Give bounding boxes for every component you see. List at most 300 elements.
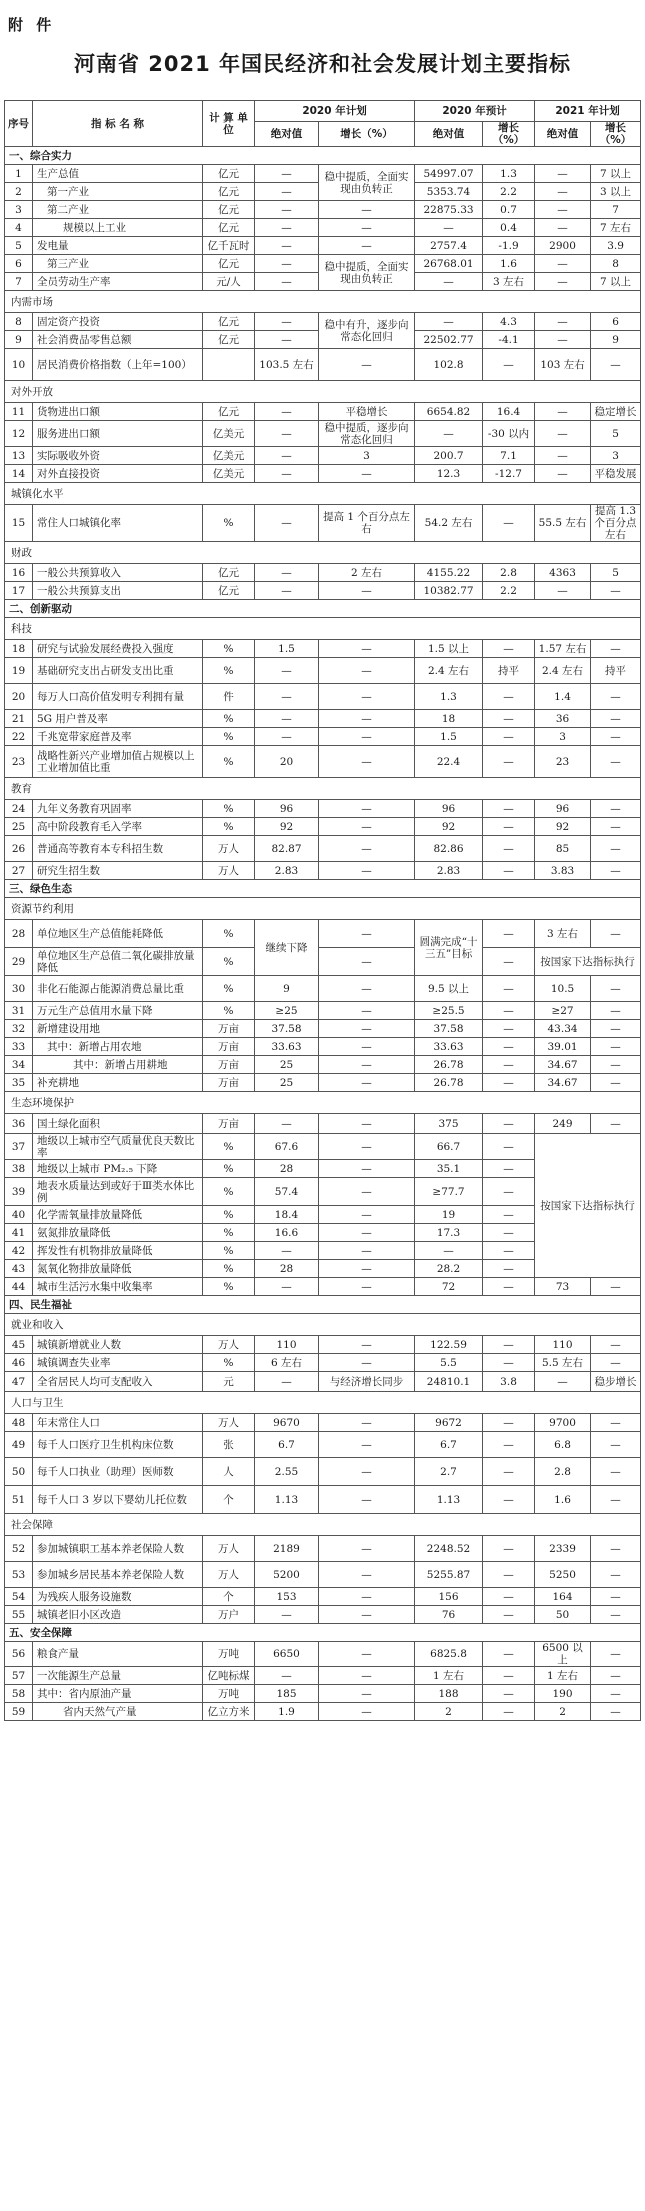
row-abs-2020-plan: — <box>255 684 319 710</box>
table-row <box>5 1114 641 1134</box>
row-abs-2020-est: 17.3 <box>415 1224 483 1242</box>
table-row <box>5 710 641 728</box>
row-growth-2021-plan: — <box>591 1667 641 1685</box>
row-growth-2020-plan: 稳中提质，全面实现由负转正 <box>319 165 415 201</box>
row-abs-2020-est: 188 <box>415 1685 483 1703</box>
row-abs-2021-plan: — <box>535 1372 591 1392</box>
row-growth-2020-plan: — <box>319 1178 415 1206</box>
row-seq: 31 <box>5 1002 33 1020</box>
subsection-heading: 社会保障 <box>5 1514 641 1536</box>
row-seq: 12 <box>5 421 33 447</box>
row-growth-2021-plan: — <box>591 640 641 658</box>
row-unit: 亿元 <box>203 201 255 219</box>
row-growth-2021-plan: 3 以上 <box>591 183 641 201</box>
row-seq: 28 <box>5 920 33 948</box>
row-unit: 张 <box>203 1432 255 1458</box>
row-abs-2020-plan: 9670 <box>255 1414 319 1432</box>
row-abs-2021-plan: 190 <box>535 1685 591 1703</box>
row-growth-2020-plan: — <box>319 684 415 710</box>
row-abs-2020-est: 19 <box>415 1206 483 1224</box>
row-unit: 亿元 <box>203 331 255 349</box>
row-abs-2021-plan: — <box>535 201 591 219</box>
row-abs-2020-est: 1.5 以上 <box>415 640 483 658</box>
row-abs-2021-plan: 1.6 <box>535 1486 591 1514</box>
row-abs-2021-plan: 5.5 左右 <box>535 1354 591 1372</box>
table-row <box>5 1020 641 1038</box>
row-growth-2020-est: -4.1 <box>483 331 535 349</box>
subsection-row <box>5 1314 641 1336</box>
row-indicator-name: 单位地区生产总值二氧化碳排放量降低 <box>33 948 203 976</box>
table-row <box>5 1056 641 1074</box>
row-growth-2020-est: — <box>483 1260 535 1278</box>
row-growth-2021-plan: 提高 1.3 个百分点左右 <box>591 505 641 542</box>
row-abs-2020-est: — <box>415 313 483 331</box>
row-growth-2020-est: 0.4 <box>483 219 535 237</box>
table-row <box>5 237 641 255</box>
row-abs-2020-plan: 18.4 <box>255 1206 319 1224</box>
row-unit: % <box>203 746 255 778</box>
row-abs-2021-plan: — <box>535 421 591 447</box>
row-unit: 亿吨标煤 <box>203 1667 255 1685</box>
row-unit: 元 <box>203 1372 255 1392</box>
row-seq: 14 <box>5 465 33 483</box>
row-seq: 51 <box>5 1486 33 1514</box>
table-row <box>5 1002 641 1020</box>
row-unit: % <box>203 976 255 1002</box>
row-abs-2020-est: 12.3 <box>415 465 483 483</box>
row-growth-2020-est: — <box>483 1056 535 1074</box>
row-growth-2021-plan: — <box>591 1588 641 1606</box>
row-unit: % <box>203 1178 255 1206</box>
section-heading: 三、绿色生态 <box>5 880 641 898</box>
row-abs-2021-plan: 4363 <box>535 564 591 582</box>
header-plan-2020: 2020 年计划 <box>255 101 415 122</box>
row-abs-2020-est: 2.83 <box>415 862 483 880</box>
row-growth-2020-plan: — <box>319 349 415 381</box>
row-abs-2020-est: 102.8 <box>415 349 483 381</box>
row-growth-2021-plan: — <box>591 1642 641 1667</box>
row-seq: 24 <box>5 800 33 818</box>
row-indicator-name: 服务进出口额 <box>33 421 203 447</box>
row-seq: 32 <box>5 1020 33 1038</box>
row-growth-2020-est: — <box>483 746 535 778</box>
row-indicator-name: 城镇新增就业人数 <box>33 1336 203 1354</box>
row-seq: 39 <box>5 1178 33 1206</box>
row-abs-2020-est: 200.7 <box>415 447 483 465</box>
table-row <box>5 1134 641 1160</box>
subsection-row <box>5 542 641 564</box>
row-seq: 8 <box>5 313 33 331</box>
row-abs-2020-plan: 2.83 <box>255 862 319 880</box>
row-abs-2020-plan: — <box>255 183 319 201</box>
row-abs-2021-plan: 23 <box>535 746 591 778</box>
table-row <box>5 1685 641 1703</box>
row-growth-2020-est: — <box>483 1414 535 1432</box>
row-abs-2020-plan: — <box>255 273 319 291</box>
row-abs-2020-plan: — <box>255 710 319 728</box>
row-abs-2020-est: 5255.87 <box>415 1562 483 1588</box>
header-growth: 增长（%） <box>483 122 535 147</box>
row-abs-2020-plan: — <box>255 582 319 600</box>
row-seq: 27 <box>5 862 33 880</box>
table-row <box>5 1562 641 1588</box>
page-title: 河南省 2021 年国民经济和社会发展计划主要指标 <box>73 52 572 76</box>
row-indicator-name: 九年义务教育巩固率 <box>33 800 203 818</box>
row-seq: 40 <box>5 1206 33 1224</box>
row-unit: 人 <box>203 1458 255 1486</box>
row-growth-2020-est: — <box>483 1588 535 1606</box>
row-growth-2020-est: 7.1 <box>483 447 535 465</box>
row-indicator-name: 城市生活污水集中收集率 <box>33 1278 203 1296</box>
row-abs-2020-est: 9.5 以上 <box>415 976 483 1002</box>
row-seq: 58 <box>5 1685 33 1703</box>
row-abs-2020-est: 92 <box>415 818 483 836</box>
header-abs: 绝对值 <box>255 122 319 147</box>
row-seq: 53 <box>5 1562 33 1588</box>
row-indicator-name: 其中：省内原油产量 <box>33 1685 203 1703</box>
row-growth-2020-plan: — <box>319 746 415 778</box>
row-growth-2021-plan: — <box>591 920 641 948</box>
row-abs-2020-plan: 37.58 <box>255 1020 319 1038</box>
row-unit: 万户 <box>203 1606 255 1624</box>
row-abs-2021-plan: 34.67 <box>535 1074 591 1092</box>
row-seq: 44 <box>5 1278 33 1296</box>
row-abs-2020-est: 5.5 <box>415 1354 483 1372</box>
row-abs-2020-plan: 96 <box>255 800 319 818</box>
row-abs-2020-plan: — <box>255 1242 319 1260</box>
row-growth-2020-plan: — <box>319 1667 415 1685</box>
row-seq: 46 <box>5 1354 33 1372</box>
section-row <box>5 1296 641 1314</box>
row-growth-2020-plan: — <box>319 201 415 219</box>
subsection-row <box>5 1514 641 1536</box>
row-unit: 亿元 <box>203 165 255 183</box>
row-growth-2021-plan: 稳步增长 <box>591 1372 641 1392</box>
row-growth-2020-est: — <box>483 1038 535 1056</box>
header-growth: 增长（%） <box>591 122 641 147</box>
row-abs-2021-plan: 34.67 <box>535 1056 591 1074</box>
row-abs-2021-plan: 249 <box>535 1114 591 1134</box>
row-unit: 万吨 <box>203 1642 255 1667</box>
table-row <box>5 1486 641 1514</box>
row-unit: % <box>203 1002 255 1020</box>
table-row <box>5 1458 641 1486</box>
row-seq: 22 <box>5 728 33 746</box>
row-growth-2020-plan: — <box>319 1588 415 1606</box>
row-abs-2021-plan: — <box>535 465 591 483</box>
row-abs-2020-est: 1.3 <box>415 684 483 710</box>
subsection-heading: 人口与卫生 <box>5 1392 641 1414</box>
row-abs-2021-plan: 73 <box>535 1278 591 1296</box>
row-unit: 万人 <box>203 836 255 862</box>
row-abs-2020-plan: — <box>255 1606 319 1624</box>
row-abs-2020-plan: — <box>255 658 319 684</box>
row-abs-2020-est: 22502.77 <box>415 331 483 349</box>
table-row <box>5 1588 641 1606</box>
row-indicator-name: 每千人口医疗卫生机构床位数 <box>33 1432 203 1458</box>
row-growth-2021-plan: — <box>591 1038 641 1056</box>
row-seq: 15 <box>5 505 33 542</box>
row-abs-2020-plan: — <box>255 465 319 483</box>
row-abs-2020-est: 10382.77 <box>415 582 483 600</box>
row-abs-2021-plan: 85 <box>535 836 591 862</box>
row-growth-2021-plan: — <box>591 710 641 728</box>
section-heading: 五、安全保障 <box>5 1624 641 1642</box>
row-indicator-name: 全省居民人均可支配收入 <box>33 1372 203 1392</box>
row-seq: 42 <box>5 1242 33 1260</box>
row-indicator-name: 每万人口高价值发明专利拥有量 <box>33 684 203 710</box>
row-growth-2020-est: — <box>483 349 535 381</box>
table-row <box>5 746 641 778</box>
row-growth-2020-est: — <box>483 1606 535 1624</box>
row-growth-2021-plan: — <box>591 746 641 778</box>
row-indicator-name: 城镇调查失业率 <box>33 1354 203 1372</box>
row-growth-2020-est: 2.2 <box>483 183 535 201</box>
row-indicator-name: 固定资产投资 <box>33 313 203 331</box>
row-abs-2020-est: 35.1 <box>415 1160 483 1178</box>
row-abs-2021-plan: 2.8 <box>535 1458 591 1486</box>
row-unit: 万人 <box>203 1562 255 1588</box>
row-indicator-name: 第一产业 <box>33 183 203 201</box>
row-abs-2020-est: 26768.01 <box>415 255 483 273</box>
row-unit: % <box>203 640 255 658</box>
row-unit: 亿美元 <box>203 447 255 465</box>
subsection-row <box>5 291 641 313</box>
row-unit: % <box>203 710 255 728</box>
row-growth-2020-est: — <box>483 1562 535 1588</box>
row-growth-2020-est: — <box>483 640 535 658</box>
row-growth-2020-plan: 稳中提质，逐步向常态化回归 <box>319 421 415 447</box>
row-abs-2020-plan: — <box>255 447 319 465</box>
table-row <box>5 920 641 948</box>
row-abs-2020-est: 2757.4 <box>415 237 483 255</box>
row-unit: % <box>203 1242 255 1260</box>
row-abs-2020-plan: — <box>255 1372 319 1392</box>
row-abs-2020-plan: — <box>255 403 319 421</box>
row-growth-2021-plan: 7 <box>591 201 641 219</box>
row-indicator-name: 非化石能源占能源消费总量比重 <box>33 976 203 1002</box>
row-seq: 5 <box>5 237 33 255</box>
row-abs-2020-plan: 57.4 <box>255 1178 319 1206</box>
row-growth-2020-plan: — <box>319 1606 415 1624</box>
table-row <box>5 728 641 746</box>
row-growth-2020-est: 3 左右 <box>483 273 535 291</box>
row-unit: 亿美元 <box>203 465 255 483</box>
row-seq: 41 <box>5 1224 33 1242</box>
row-indicator-name: 第三产业 <box>33 255 203 273</box>
row-growth-2020-plan: — <box>319 1160 415 1178</box>
row-seq: 34 <box>5 1056 33 1074</box>
table-row <box>5 465 641 483</box>
row-seq: 25 <box>5 818 33 836</box>
row-abs-2020-est: 54997.07 <box>415 165 483 183</box>
row-unit: % <box>203 505 255 542</box>
row-abs-2020-plan: 153 <box>255 1588 319 1606</box>
row-seq: 33 <box>5 1038 33 1056</box>
row-unit: % <box>203 1354 255 1372</box>
row-unit: % <box>203 1134 255 1160</box>
row-abs-2020-plan: — <box>255 165 319 183</box>
row-unit: 亿元 <box>203 313 255 331</box>
row-growth-2020-est: 16.4 <box>483 403 535 421</box>
row-growth-2020-plan: — <box>319 658 415 684</box>
row-abs-2021-plan: 按国家下达指标执行 <box>535 1134 641 1278</box>
table-row <box>5 403 641 421</box>
row-unit: 亿元 <box>203 403 255 421</box>
row-abs-2020-plan: 2189 <box>255 1536 319 1562</box>
row-growth-2020-est: — <box>483 1206 535 1224</box>
row-growth-2020-plan: — <box>319 640 415 658</box>
row-growth-2021-plan: — <box>591 684 641 710</box>
row-growth-2021-plan: — <box>591 1020 641 1038</box>
table-row <box>5 800 641 818</box>
row-abs-2021-plan: 50 <box>535 1606 591 1624</box>
row-growth-2021-plan: — <box>591 862 641 880</box>
row-growth-2020-est: — <box>483 1002 535 1020</box>
row-seq: 54 <box>5 1588 33 1606</box>
table-row <box>5 564 641 582</box>
row-growth-2021-plan: 6 <box>591 313 641 331</box>
row-abs-2020-plan: 28 <box>255 1160 319 1178</box>
row-abs-2020-est: 54.2 左右 <box>415 505 483 542</box>
row-growth-2021-plan: — <box>591 582 641 600</box>
row-abs-2020-plan: 82.87 <box>255 836 319 862</box>
row-growth-2020-plan: 稳中提质，全面实现由负转正 <box>319 255 415 291</box>
row-indicator-name: 发电量 <box>33 237 203 255</box>
row-growth-2020-plan: — <box>319 836 415 862</box>
row-indicator-name: 一般公共预算收入 <box>33 564 203 582</box>
row-unit: 亿元 <box>203 183 255 201</box>
row-growth-2020-est: — <box>483 1242 535 1260</box>
row-growth-2020-est: — <box>483 1278 535 1296</box>
row-abs-2021-plan: — <box>535 331 591 349</box>
row-abs-2020-est: — <box>415 421 483 447</box>
row-unit: % <box>203 1224 255 1242</box>
row-abs-2020-plan: 6650 <box>255 1642 319 1667</box>
row-indicator-name: 生产总值 <box>33 165 203 183</box>
row-growth-2020-plan: 提高 1 个百分点左右 <box>319 505 415 542</box>
row-growth-2021-plan: — <box>591 1354 641 1372</box>
row-abs-2021-plan: 2900 <box>535 237 591 255</box>
row-abs-2021-plan: 6500 以上 <box>535 1642 591 1667</box>
table-row <box>5 219 641 237</box>
row-indicator-name: 补充耕地 <box>33 1074 203 1092</box>
row-abs-2021-plan: 3 左右 <box>535 920 591 948</box>
row-abs-2020-plan: 6 左右 <box>255 1354 319 1372</box>
row-growth-2020-plan: — <box>319 1002 415 1020</box>
table-row <box>5 421 641 447</box>
row-seq: 3 <box>5 201 33 219</box>
row-growth-2020-plan: 稳中有升，逐步向常态化回归 <box>319 313 415 349</box>
row-growth-2020-plan: 3 <box>319 447 415 465</box>
row-growth-2020-est: 1.3 <box>483 165 535 183</box>
row-seq: 23 <box>5 746 33 778</box>
header-growth: 增长（%） <box>319 122 415 147</box>
row-unit: 件 <box>203 684 255 710</box>
row-growth-2020-plan: — <box>319 710 415 728</box>
row-growth-2021-plan: 3 <box>591 447 641 465</box>
table-row <box>5 1354 641 1372</box>
row-indicator-name: 挥发性有机物排放量降低 <box>33 1242 203 1260</box>
row-growth-2020-plan: 平稳增长 <box>319 403 415 421</box>
row-growth-2020-plan: — <box>319 1432 415 1458</box>
section-row <box>5 1624 641 1642</box>
row-indicator-name: 高中阶段教育毛入学率 <box>33 818 203 836</box>
row-growth-2020-est: — <box>483 1667 535 1685</box>
table-row <box>5 862 641 880</box>
row-abs-2020-est: 6825.8 <box>415 1642 483 1667</box>
row-growth-2020-est: -1.9 <box>483 237 535 255</box>
row-abs-2021-plan: 43.34 <box>535 1020 591 1038</box>
row-unit: 元/人 <box>203 273 255 291</box>
row-growth-2020-plan: — <box>319 800 415 818</box>
row-indicator-name: 全员劳动生产率 <box>33 273 203 291</box>
row-growth-2020-est: — <box>483 1685 535 1703</box>
row-seq: 18 <box>5 640 33 658</box>
row-abs-2020-plan: 5200 <box>255 1562 319 1588</box>
row-abs-2020-est: 156 <box>415 1588 483 1606</box>
row-abs-2021-plan: 92 <box>535 818 591 836</box>
row-growth-2020-est: — <box>483 505 535 542</box>
row-growth-2021-plan: — <box>591 800 641 818</box>
row-growth-2020-plan: — <box>319 1536 415 1562</box>
row-abs-2021-plan: 1.4 <box>535 684 591 710</box>
row-growth-2020-est: — <box>483 728 535 746</box>
row-growth-2020-est: — <box>483 1432 535 1458</box>
row-seq: 26 <box>5 836 33 862</box>
row-unit: 万亩 <box>203 1056 255 1074</box>
row-unit: % <box>203 1206 255 1224</box>
table-row <box>5 948 641 976</box>
row-unit: 万人 <box>203 1336 255 1354</box>
row-growth-2020-plan: — <box>319 1056 415 1074</box>
table-row <box>5 447 641 465</box>
row-growth-2020-plan: — <box>319 219 415 237</box>
row-unit: % <box>203 728 255 746</box>
header-seq: 序号 <box>5 101 33 147</box>
row-growth-2020-est: — <box>483 1178 535 1206</box>
row-seq: 35 <box>5 1074 33 1092</box>
row-abs-2020-est: 96 <box>415 800 483 818</box>
row-abs-2020-plan: 6.7 <box>255 1432 319 1458</box>
row-indicator-name: 第二产业 <box>33 201 203 219</box>
row-growth-2020-plan: — <box>319 1642 415 1667</box>
row-growth-2020-est: — <box>483 1134 535 1160</box>
row-abs-2020-est: 6.7 <box>415 1432 483 1458</box>
row-growth-2020-est: — <box>483 836 535 862</box>
row-abs-2020-est: 9672 <box>415 1414 483 1432</box>
row-growth-2021-plan: — <box>591 1685 641 1703</box>
row-growth-2021-plan: 稳定增长 <box>591 403 641 421</box>
row-abs-2020-est: ≥25.5 <box>415 1002 483 1020</box>
row-unit: 个 <box>203 1588 255 1606</box>
table-row <box>5 640 641 658</box>
section-row <box>5 880 641 898</box>
row-indicator-name: 单位地区生产总值能耗降低 <box>33 920 203 948</box>
row-abs-2021-plan: 36 <box>535 710 591 728</box>
row-seq: 47 <box>5 1372 33 1392</box>
row-abs-2020-est: 24810.1 <box>415 1372 483 1392</box>
row-growth-2020-est: — <box>483 684 535 710</box>
row-unit: % <box>203 1260 255 1278</box>
row-abs-2020-plan: — <box>255 564 319 582</box>
table-row <box>5 1536 641 1562</box>
row-abs-2020-plan: — <box>255 313 319 331</box>
row-abs-2020-plan: 16.6 <box>255 1224 319 1242</box>
table-row <box>5 976 641 1002</box>
row-abs-2020-est: 28.2 <box>415 1260 483 1278</box>
table-row <box>5 201 641 219</box>
